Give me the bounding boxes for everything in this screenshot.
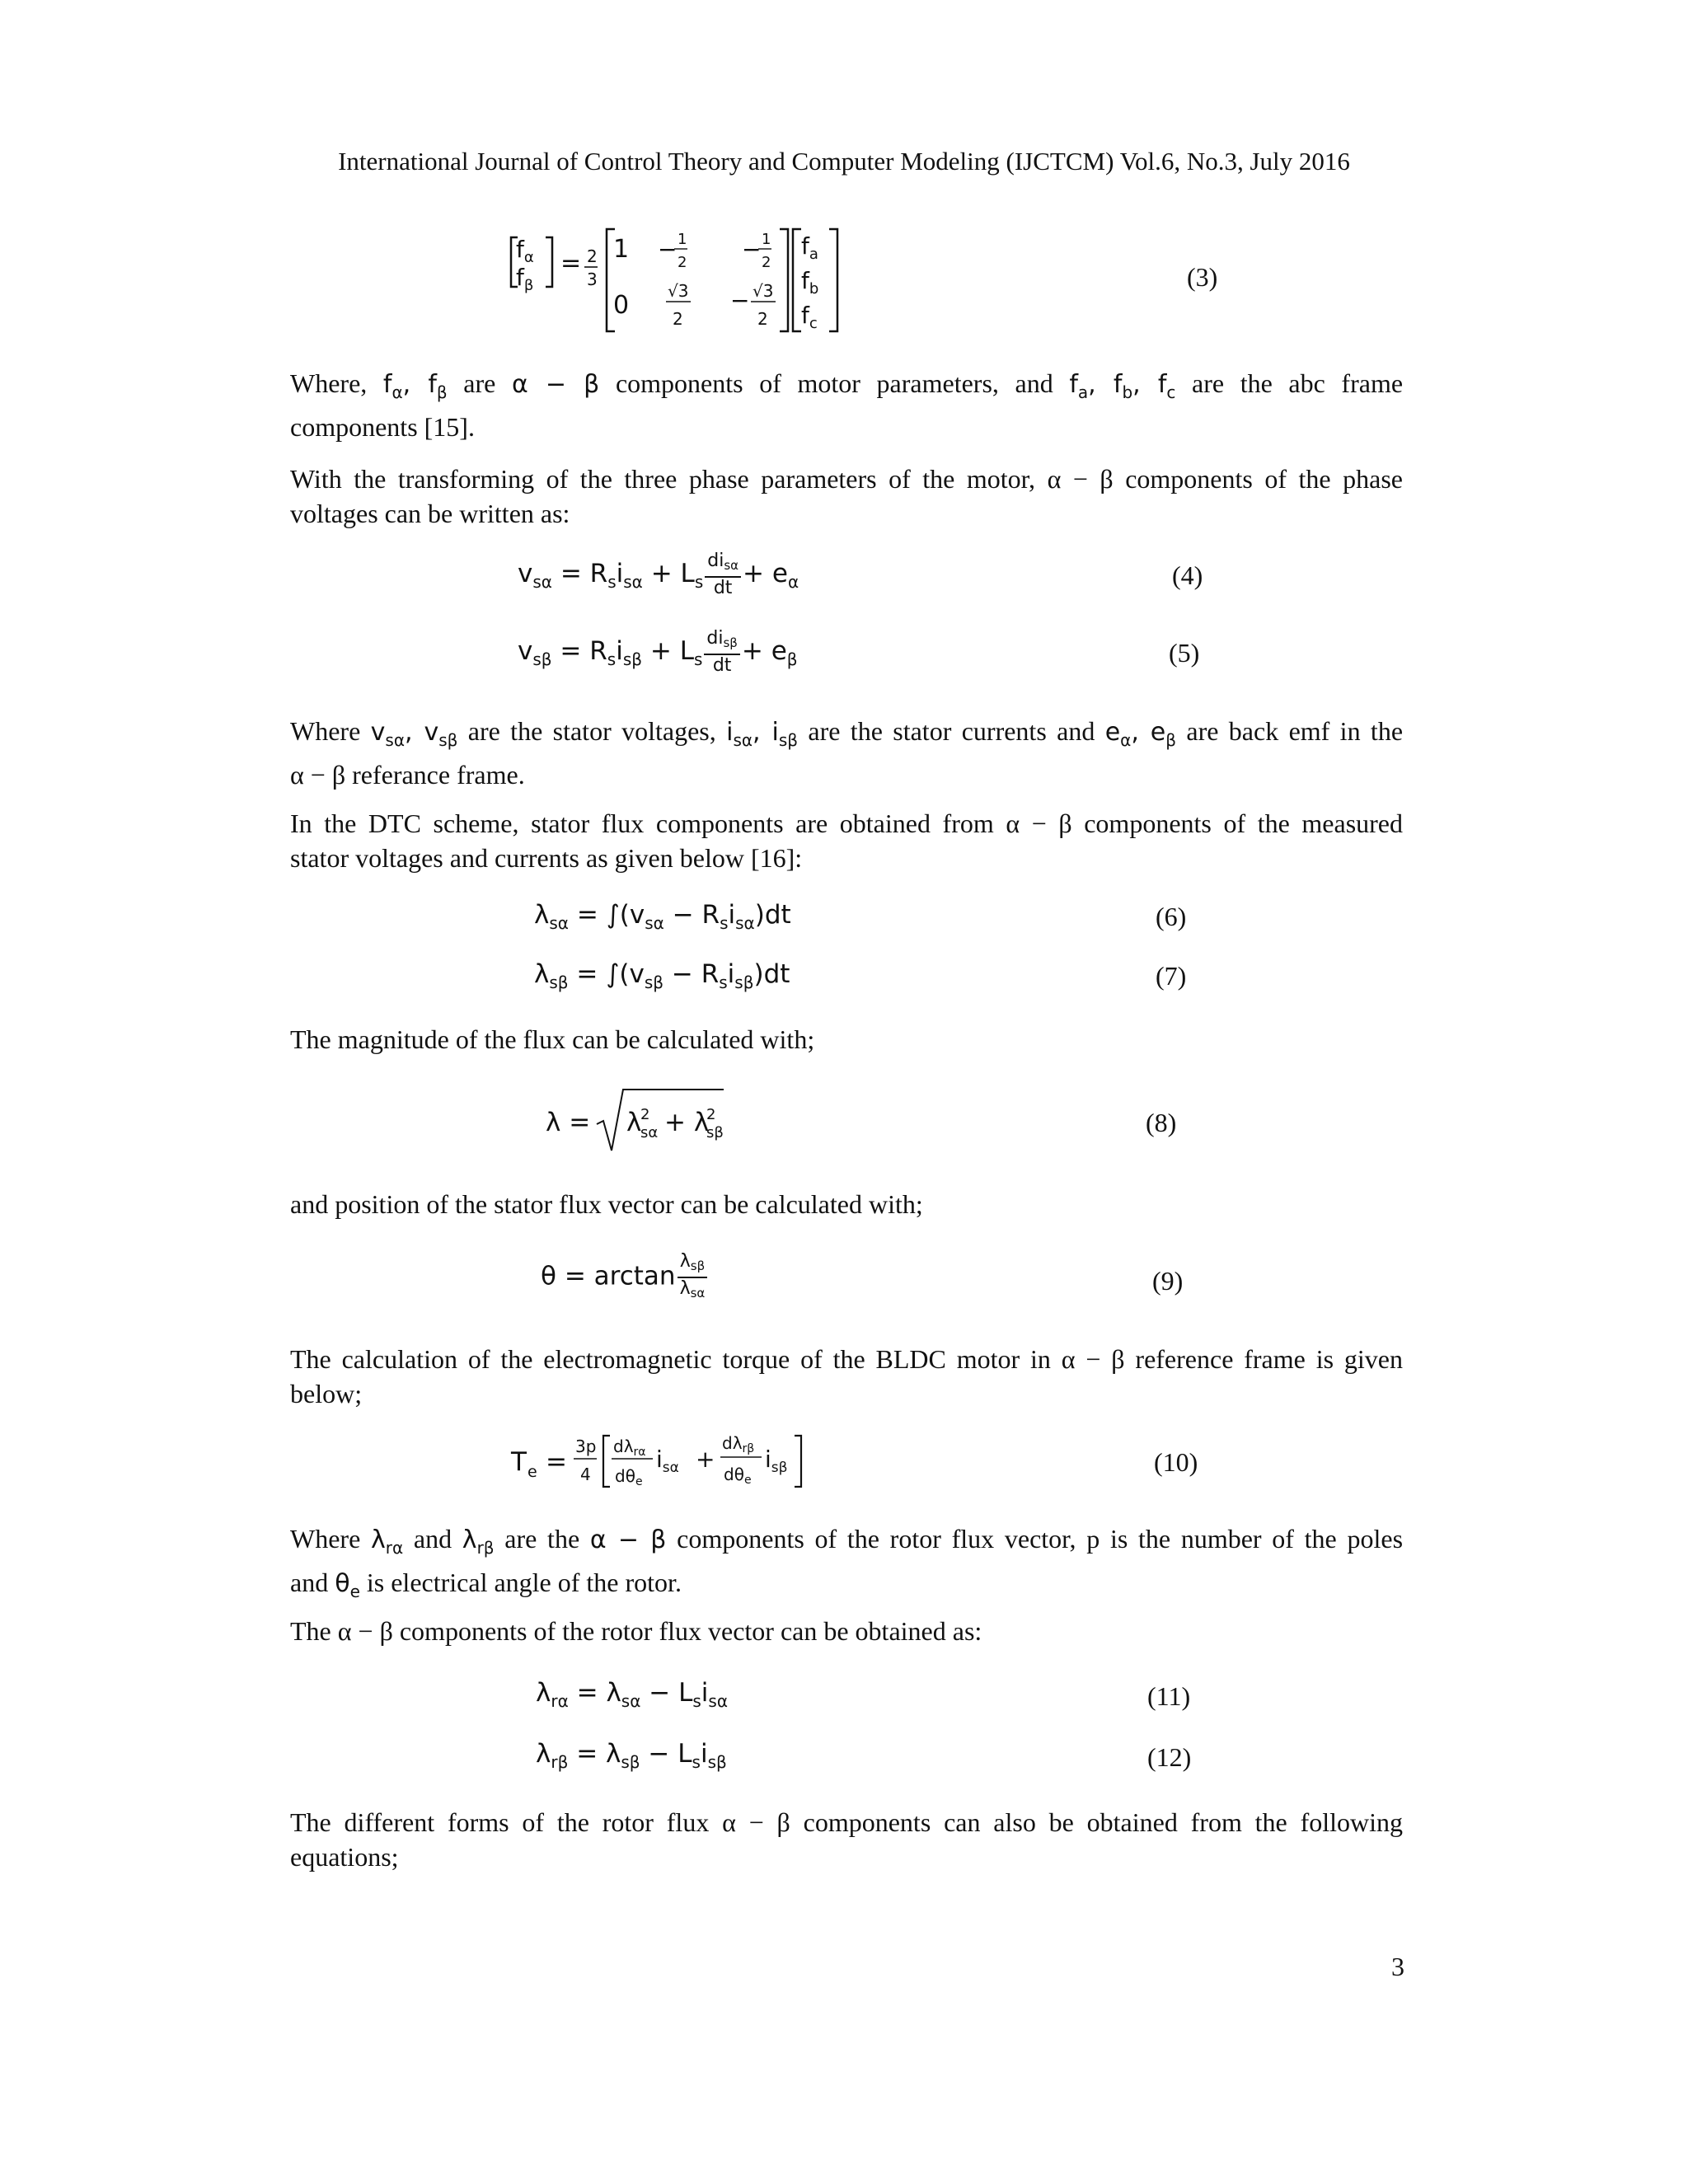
paragraph-stator-voltages: Where $v_{s\alpha}$, $v_{s\beta}$ are the stator voltages, $i_{s\alpha}$, $i_{s\beta}$ are the stator currents and $e_\alpha$, $e_\beta$ are back emf in the α − β referance frame. [290, 716, 1404, 790]
svg-text:dλrα: $d\lambda_{r\alpha}$ [613, 1436, 646, 1459]
svg-text:√3: √3 [668, 281, 689, 301]
equation-number-9: (9) [1152, 1266, 1184, 1296]
equation-12: $\lambda_{r\beta} = \lambda_{s\beta} - L_si_{s\beta}$ [536, 1739, 727, 1772]
page-number: 3 [1391, 1952, 1404, 1981]
svg-text:2: 2 [762, 254, 771, 271]
svg-text:1: 1 [613, 235, 630, 264]
equation-number-10: (10) [1154, 1447, 1198, 1477]
equation-number-4: (4) [1172, 560, 1203, 590]
svg-text:dθe: $d\theta_e$ [615, 1466, 643, 1488]
svg-text:2: 2 [757, 309, 768, 329]
paragraph-rotor-flux-forms: The different forms of the rotor flux α − β components can also be obtained from the following equations; [290, 1807, 1403, 1872]
equation-number-12: (12) [1147, 1742, 1192, 1772]
svg-text:0: 0 [613, 291, 630, 320]
svg-text:sβ: sβ [706, 1124, 724, 1141]
equation-number-8: (8) [1146, 1108, 1177, 1137]
paragraph-dtc-scheme: In the DTC scheme, stator flux components are obtained from α − β components of the measured stator voltages and currents as given below [16]: [290, 808, 1403, 873]
svg-text:=: = [546, 1447, 567, 1477]
svg-text:fc: $f_c$ [801, 302, 818, 332]
svg-text:1: 1 [762, 231, 771, 248]
svg-text:T: T [511, 1447, 527, 1477]
svg-text:isβ: $i_{s\beta}$ [765, 1446, 788, 1476]
equation-7: $\lambda_{s\beta} = \int(v_{s\beta} - R_si_{s\beta})dt$ [534, 959, 790, 992]
paragraph-phase-voltages: With the transforming of the three phase parameters of the motor, α − β components of the phase voltages can be written as: [290, 464, 1403, 528]
svg-text:fb: $f_b$ [801, 267, 819, 298]
svg-text:fα: $f_\alpha$ [516, 236, 534, 266]
svg-text:−: − [730, 287, 750, 314]
svg-text:sα: sα [640, 1124, 659, 1141]
equation-number-6: (6) [1156, 902, 1187, 931]
running-header: International Journal of Control Theory and Computer Modeling (IJCTCM) Vol.6, No.3, July 2016 [338, 147, 1350, 176]
svg-text:λ =: λ = [546, 1108, 591, 1137]
svg-text:=: = [560, 249, 582, 278]
svg-text:4: 4 [580, 1465, 591, 1484]
svg-text:2: 2 [678, 254, 687, 271]
svg-text:dθe: $d\theta_e$ [724, 1465, 752, 1487]
svg-text:fa: $f_a$ [801, 232, 818, 263]
equation-number-3: (3) [1187, 262, 1218, 292]
svg-text:2: 2 [673, 309, 683, 329]
equation-number-5: (5) [1169, 638, 1200, 668]
paragraph-flux-magnitude: The magnitude of the flux can be calculated with; [290, 1024, 815, 1054]
equation-11: $\lambda_{r\alpha} = \lambda_{s\alpha} - L_si_{s\alpha}$ [536, 1678, 729, 1711]
paragraph-clarke-where: Where, $f_\alpha$, $f_\beta$ are α − β components of motor parameters, and $f_a$, $f_b$, $f_c$ are the abc frame components [15]. [290, 368, 1404, 442]
equation-10 [509, 1424, 823, 1498]
equation-3 [503, 216, 849, 340]
svg-text:e: e [528, 1463, 537, 1481]
svg-text:−: − [742, 236, 762, 263]
svg-text:2: 2 [587, 246, 598, 266]
equation-4: $v_{s\alpha} = R_si_{s\alpha} + L_s$ $\frac{di_{s\alpha}}{dt}$ + $e_\alpha$ [518, 551, 799, 598]
paragraph-torque-calculation: The calculation of the electromagnetic torque of the BLDC motor in α − β reference frame is given below; [290, 1344, 1403, 1408]
svg-text:dλrβ: $d\lambda_{r\beta}$ [722, 1433, 755, 1455]
equation-5: $v_{s\beta} = R_si_{s\beta} + L_s$ $\frac{di_{s\beta}}{dt}$ + $e_\beta$ [518, 628, 798, 676]
svg-text:+: + [696, 1446, 715, 1473]
equation-number-7: (7) [1156, 961, 1187, 991]
svg-text:2: 2 [640, 1106, 650, 1123]
equation-9: θ = arctan $\frac{\lambda_{s\beta}}{\lambda_{s\alpha}}$ [541, 1251, 709, 1304]
equation-8 [544, 1083, 742, 1157]
paragraph-rotor-flux-components: The α − β components of the rotor flux vector can be obtained as: [290, 1616, 982, 1646]
paragraph-flux-position: and position of the stator flux vector can be calculated with; [290, 1189, 923, 1219]
svg-text:λ: λ [626, 1108, 642, 1137]
equation-6: $\lambda_{s\alpha} = \int(v_{s\alpha} - R_si_{s\alpha})dt$ [534, 900, 791, 933]
svg-text:−: − [658, 236, 678, 263]
svg-text:1: 1 [678, 231, 687, 248]
paragraph-rotor-flux-where: Where $\lambda_{r\alpha}$ and $\lambda_{r\beta}$ are the α − β components of the rotor flux vector, p is the number of the poles and $\theta_e$ is electrical angle of the rotor. [290, 1524, 1404, 1601]
svg-text:fβ: $f_\beta$ [516, 264, 534, 294]
svg-text:2: 2 [706, 1106, 716, 1123]
svg-text:+ λ: + λ [664, 1108, 710, 1137]
svg-text:3p: 3p [575, 1436, 597, 1456]
svg-text:√3: √3 [753, 281, 774, 301]
svg-text:3: 3 [587, 269, 598, 289]
equation-number-11: (11) [1147, 1681, 1191, 1711]
svg-text:isα: $i_{s\alpha}$ [656, 1446, 679, 1476]
